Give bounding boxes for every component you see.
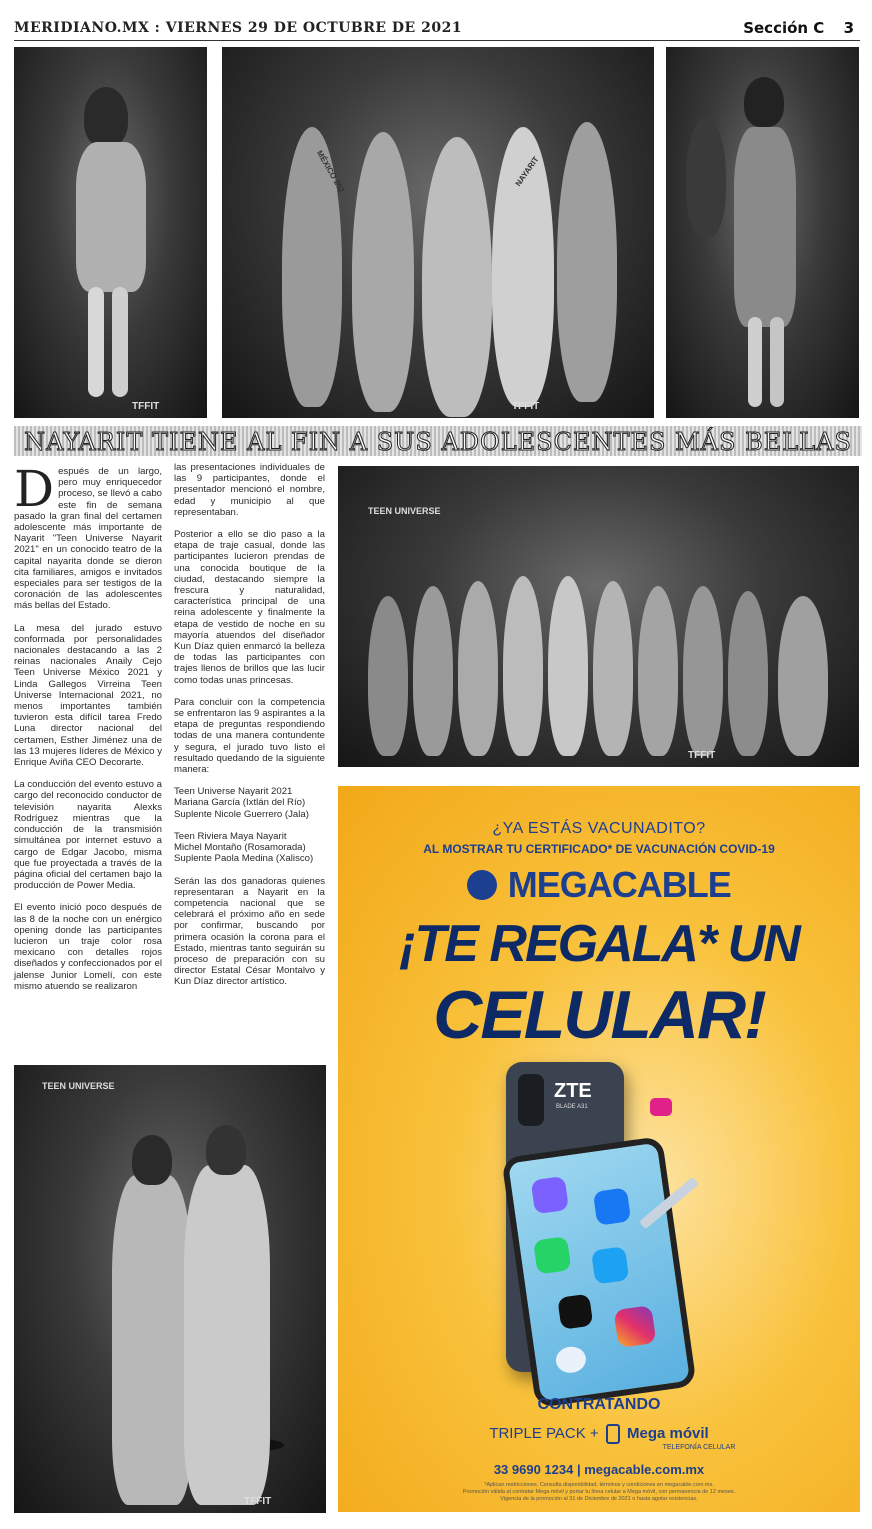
article-paragraph: Para concluir con la competencia se enfrentaron las 9 aspirantes a la etapa de preguntas respondiendo todas de una manera contundente y segura, el jurado tuvo listo el resultado quedando de la siguiente manera: xyxy=(174,696,325,776)
instagram-icon xyxy=(613,1305,656,1348)
page-number: 3 xyxy=(843,19,854,37)
article-paragraph: Posterior a ello se dio paso a la etapa de traje casual, donde las participantes lucieron prendas de una conocida boutique de la ciudad, destacando siempre la frescura y naturalidad, característica principal de una reina adolescente y finalmente la etapa de vestido de noche en su mayoría atuendos del diseñador Kun Díaz quien enmarcó la belleza de todas las participantes con trajes llenos de brillos que las lucir como todas unas princesas. xyxy=(174,529,325,686)
article-paragraph: La conducción del evento estuvo a cargo del reconocido conductor de televisión nayarita Alexks Rodríguez mientras que la conducción de la transmisión simultánea por internet estuvo a cargo de Edgar Jacobo, misma que fue proyectada a través de la página oficial del certamen bajo la producción de Power Media. xyxy=(14,779,162,892)
section-label xyxy=(729,19,854,37)
article-column-1 xyxy=(14,460,162,1003)
ad-question: ¿YA ESTÁS VACUNADITO? xyxy=(492,820,706,837)
phone-screen xyxy=(501,1136,696,1408)
photo-credit-logo: TFFIT xyxy=(132,401,160,412)
tiktok-icon xyxy=(557,1294,593,1330)
masthead-text: MERIDIANO.MX : VIERNES 29 DE OCTUBRE DE 2021 xyxy=(14,20,463,36)
headline-text: NAYARIT TIENE AL FIN A SUS ADOLESCENTES MÁS BELLAS xyxy=(24,428,852,456)
ad-pack: TRIPLE PACK + xyxy=(489,1424,599,1442)
phone-camera-icon xyxy=(518,1074,544,1126)
ad-brand: MEGACABLE xyxy=(507,864,731,905)
ad-contact: 33 9690 1234 | megacable.com.mx xyxy=(493,1462,705,1477)
phone-model: BLADE A31 xyxy=(556,1104,588,1110)
ad-cta: CONTRATANDO xyxy=(537,1396,661,1413)
ad-fine-print-1: *Aplican restricciones. Consulta disponibilidad, términos y condiciones en megacable.com.mx. xyxy=(484,1482,714,1488)
article-paragraph: las presentaciones individuales de las 9 participantes, donde el presentador mencionó el nombre, edad y municipio al que representaban. xyxy=(174,462,325,518)
chat-bubble-icon xyxy=(554,1345,587,1375)
teen-universe-logo: TEEN UNIVERSE xyxy=(368,506,441,516)
messenger-icon xyxy=(531,1176,569,1214)
article-paragraph: El evento inició poco después de las 8 de la noche con un enérgico opening donde las participantes lucieron un traje color rosa mexicano con detalles rojos diseñados y confeccionados por el jalense Junior Lomelí, con este mismo atuendo se realizaron xyxy=(14,902,162,992)
photo-credit-logo: TFFIT xyxy=(244,1496,272,1507)
article-result-winner: Teen Universe Nayarit 2021 Mariana García (Ixtlán del Río) Suplente Nicole Guerrero (Jala) xyxy=(174,786,309,820)
megacable-ad xyxy=(338,786,860,1512)
ad-fine-print-2: Promoción válida al contratar Mega móvil y portar tu línea celular a Mega móvil, con permanencia de 12 meses. xyxy=(462,1489,736,1495)
twitter-icon xyxy=(591,1246,629,1284)
sash-text-nayarit: NAYARIT xyxy=(513,154,541,189)
ad-mega-movil: Mega móvil xyxy=(627,1424,709,1442)
masthead-bar xyxy=(14,18,860,41)
photo-credit-logo: TFFIT xyxy=(512,401,540,412)
ad-headline-2: CELULAR! xyxy=(433,977,765,1053)
photo-contestant-stage xyxy=(666,47,859,418)
mobile-phone-icon xyxy=(606,1424,620,1444)
phone-brand: ZTE xyxy=(554,1080,592,1102)
ad-brand-row xyxy=(338,864,860,906)
notification-bubble-icon xyxy=(650,1098,672,1116)
article-column-2 xyxy=(174,462,325,999)
megacable-logo-icon xyxy=(467,870,497,900)
section-name: Sección C xyxy=(743,19,825,37)
photo-credit-logo: TFFIT xyxy=(688,750,716,761)
article-paragraph: La mesa del jurado estuvo conformada por personalidades nacionales destacando a las 2 reinas nacionales Anaily Cejo Teen Universe México 2021 y Linda Gallegos Virreina Teen Universe Internacional 2021, no menos importantes también tuvieron esta difícil tarea Fredo Luna director nacional del certamen, Esther Jiménez una de las 13 mujeres líderes de México y Enrique Aviña CEO Decorarte. xyxy=(14,622,162,769)
ad-telefonia: TELEFONÍA CELULAR xyxy=(662,1444,736,1451)
ad-fine-print-3: Vigencia de la promoción al 31 de Diciembre de 2021 o hasta agotar existencias. xyxy=(500,1496,698,1502)
photo-two-winners xyxy=(14,1065,326,1513)
ad-subtitle: AL MOSTRAR TU CERTIFICADO* DE VACUNACIÓN COVID-19 xyxy=(423,842,775,856)
article-paragraph: Después de un largo, pero muy enriquecedor proceso, se llevó a cabo este fin de semana pasado la gran final del certamen adolescente más importante de Nayarit "Teen Universe Nayarit 2021" en un conocido teatro de la capital nayarita donde se dieron cita familiares, amigos e invitados especiales para ser testigos de la coronación de las adolescentes más bellas del Estado. xyxy=(14,460,162,612)
photo-contestant-short-dress xyxy=(14,47,207,418)
ad-headline-1: ¡TE REGALA* UN xyxy=(399,915,799,973)
teen-universe-logo: TEEN UNIVERSE xyxy=(42,1081,115,1091)
sash-text-mexico: MÉXICO 202 xyxy=(314,148,347,195)
article-result-riviera: Teen Riviera Maya Nayarit Michel Montaño (Rosamorada) Suplente Paola Medina (Xalisco) xyxy=(174,830,314,865)
article-paragraph: Serán las dos ganadoras quienes representaran a Nayarit en la competencia nacional que se celebrará el próximo año en sede por confirmar, buscando por primera ocasión la corona para el Estado, mientras tanto seguirán su proceso de preparación con su director Estatal César Montalvo y Kun Díaz director artístico. xyxy=(174,875,325,988)
facebook-icon xyxy=(593,1187,631,1225)
drop-cap: D xyxy=(14,460,55,518)
photo-all-participants xyxy=(338,466,859,767)
headline-banner xyxy=(14,426,862,456)
photo-winners-group xyxy=(222,47,654,418)
whatsapp-icon xyxy=(533,1236,571,1274)
ad-pack-row xyxy=(338,1424,860,1444)
